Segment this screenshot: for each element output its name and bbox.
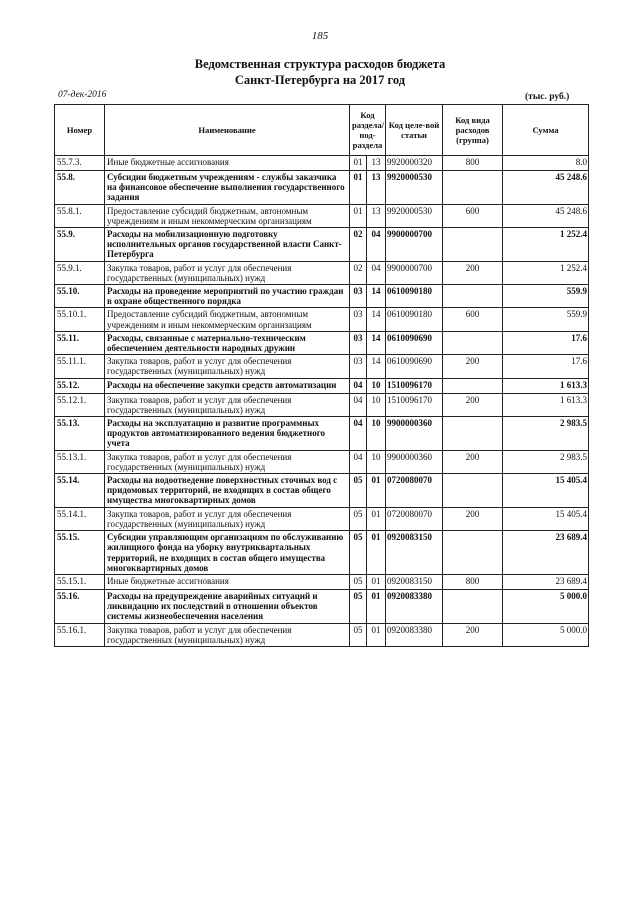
row-subsection: 14 [367, 285, 386, 308]
row-expense-group: 200 [443, 623, 503, 646]
row-amount: 1 613.3 [503, 393, 589, 416]
header-article: Код целе-вой статьи [386, 105, 443, 156]
row-number: 55.9. [55, 228, 105, 262]
row-expense-group [443, 531, 503, 575]
row-article: 0920083380 [386, 623, 443, 646]
row-number: 55.7.3. [55, 156, 105, 171]
row-amount: 1 613.3 [503, 378, 589, 393]
row-subsection: 01 [367, 589, 386, 623]
table-row [55, 574, 589, 589]
row-number: 55.12.1. [55, 393, 105, 416]
row-amount: 1 252.4 [503, 261, 589, 284]
row-subsection: 01 [367, 574, 386, 589]
row-number: 55.16. [55, 589, 105, 623]
row-subsection: 01 [367, 623, 386, 646]
row-name: Иные бюджетные ассигнования [105, 156, 350, 171]
row-article: 9900000700 [386, 261, 443, 284]
row-subsection: 13 [367, 171, 386, 205]
row-expense-group: 800 [443, 574, 503, 589]
row-article: 0610090690 [386, 355, 443, 378]
row-expense-group [443, 285, 503, 308]
row-subsection: 13 [367, 204, 386, 227]
row-number: 55.15. [55, 531, 105, 575]
row-number: 55.10.1. [55, 308, 105, 331]
row-name: Расходы на мобилизационную подготовку исполнительных органов государственной власти Санкт-Петербурга [105, 228, 350, 262]
row-expense-group: 200 [443, 507, 503, 530]
row-expense-group [443, 589, 503, 623]
table-row [55, 156, 589, 171]
row-article: 0720080070 [386, 474, 443, 508]
row-number: 55.14.1. [55, 507, 105, 530]
row-section: 01 [350, 156, 367, 171]
row-section: 04 [350, 393, 367, 416]
row-amount: 5 000.0 [503, 623, 589, 646]
row-name: Расходы, связанные с материально-техническим обеспечением деятельности народных дружин [105, 331, 350, 354]
row-amount: 17.6 [503, 331, 589, 354]
header-section: Код раздела/ под-раздела [350, 105, 386, 156]
header-expense-type: Код вида расходов (группа) [443, 105, 503, 156]
row-expense-group [443, 417, 503, 451]
table-row [55, 331, 589, 354]
row-name: Предоставление субсидий бюджетным, автономным учреждениям и иным некоммерческим организациям [105, 308, 350, 331]
row-name: Закупка товаров, работ и услуг для обеспечения государственных (муниципальных) нужд [105, 623, 350, 646]
row-amount: 23 689.4 [503, 531, 589, 575]
row-section: 05 [350, 589, 367, 623]
row-number: 55.9.1. [55, 261, 105, 284]
document-date: 07-дек-2016 [58, 90, 107, 100]
row-subsection: 04 [367, 228, 386, 262]
row-name: Расходы на водоотведение поверхностных сточных вод с придомовых территорий, не входящих в состав общего имущества многоквартирных домов [105, 474, 350, 508]
row-expense-group [443, 228, 503, 262]
row-name: Расходы на обеспечение закупки средств автоматизации [105, 378, 350, 393]
row-amount: 1 252.4 [503, 228, 589, 262]
row-section: 05 [350, 507, 367, 530]
row-name: Расходы на проведение мероприятий по участию граждан в охране общественного порядка [105, 285, 350, 308]
row-section: 05 [350, 623, 367, 646]
table-row [55, 204, 589, 227]
table-row [55, 474, 589, 508]
row-number: 55.13. [55, 417, 105, 451]
row-article: 0720080070 [386, 507, 443, 530]
row-section: 03 [350, 331, 367, 354]
row-expense-group: 600 [443, 204, 503, 227]
table-row [55, 355, 589, 378]
row-number: 55.16.1. [55, 623, 105, 646]
row-number: 55.10. [55, 285, 105, 308]
row-article: 9920000530 [386, 204, 443, 227]
row-subsection: 13 [367, 156, 386, 171]
row-section: 05 [350, 474, 367, 508]
row-section: 04 [350, 450, 367, 473]
header-amount: Сумма [503, 105, 589, 156]
row-section: 04 [350, 417, 367, 451]
row-number: 55.12. [55, 378, 105, 393]
row-article: 0610090690 [386, 331, 443, 354]
row-article: 0920083150 [386, 574, 443, 589]
title-line-1: Ведомственная структура расходов бюджета [194, 57, 446, 71]
row-article: 0920083150 [386, 531, 443, 575]
row-subsection: 14 [367, 355, 386, 378]
budget-table [54, 104, 589, 647]
row-amount: 2 983.5 [503, 450, 589, 473]
table-body [55, 156, 589, 647]
row-expense-group: 600 [443, 308, 503, 331]
row-section: 05 [350, 574, 367, 589]
row-subsection: 10 [367, 378, 386, 393]
row-name: Закупка товаров, работ и услуг для обеспечения государственных (муниципальных) нужд [105, 393, 350, 416]
row-subsection: 10 [367, 417, 386, 451]
table-row [55, 228, 589, 262]
row-amount: 15 405.4 [503, 507, 589, 530]
row-subsection: 14 [367, 308, 386, 331]
row-amount: 17.6 [503, 355, 589, 378]
row-number: 55.13.1. [55, 450, 105, 473]
row-section: 04 [350, 378, 367, 393]
table-row [55, 507, 589, 530]
table-row [55, 308, 589, 331]
row-number: 55.8.1. [55, 204, 105, 227]
row-number: 55.11. [55, 331, 105, 354]
row-amount: 559.9 [503, 308, 589, 331]
row-name: Субсидии управляющим организациям по обслуживанию жилищного фонда на уборку внутриквартальных территорий, не входящих в состав общего имущества многоквартирных домов [105, 531, 350, 575]
table-row [55, 171, 589, 205]
table-row [55, 378, 589, 393]
row-section: 02 [350, 228, 367, 262]
row-section: 03 [350, 355, 367, 378]
page-number: 185 [311, 30, 329, 42]
table-row [55, 623, 589, 646]
document-title [0, 56, 640, 88]
row-section: 05 [350, 531, 367, 575]
row-expense-group: 200 [443, 393, 503, 416]
row-amount: 8.0 [503, 156, 589, 171]
row-name: Закупка товаров, работ и услуг для обеспечения государственных (муниципальных) нужд [105, 355, 350, 378]
row-subsection: 01 [367, 474, 386, 508]
row-article: 9900000700 [386, 228, 443, 262]
table-row [55, 261, 589, 284]
row-subsection: 04 [367, 261, 386, 284]
units-label: (тыс. руб.) [525, 92, 570, 102]
row-amount: 15 405.4 [503, 474, 589, 508]
table-row [55, 589, 589, 623]
row-article: 9920000530 [386, 171, 443, 205]
row-subsection: 10 [367, 393, 386, 416]
row-name: Расходы на предупреждение аварийных ситуаций и ликвидацию их последствий в отношении объектов системы жизнеобеспечения населения [105, 589, 350, 623]
row-expense-group [443, 378, 503, 393]
row-expense-group [443, 331, 503, 354]
row-number: 55.14. [55, 474, 105, 508]
table-row [55, 417, 589, 451]
row-number: 55.8. [55, 171, 105, 205]
row-article: 9920000320 [386, 156, 443, 171]
header-name: Наименование [105, 105, 350, 156]
row-section: 02 [350, 261, 367, 284]
row-expense-group: 200 [443, 261, 503, 284]
row-article: 9900000360 [386, 450, 443, 473]
row-amount: 45 248.6 [503, 204, 589, 227]
row-number: 55.11.1. [55, 355, 105, 378]
row-section: 03 [350, 308, 367, 331]
row-number: 55.15.1. [55, 574, 105, 589]
row-name: Закупка товаров, работ и услуг для обеспечения государственных (муниципальных) нужд [105, 450, 350, 473]
header-number: Номер [55, 105, 105, 156]
row-section: 03 [350, 285, 367, 308]
row-amount: 2 983.5 [503, 417, 589, 451]
row-amount: 559.9 [503, 285, 589, 308]
row-expense-group: 200 [443, 450, 503, 473]
row-section: 01 [350, 171, 367, 205]
row-expense-group [443, 474, 503, 508]
row-subsection: 10 [367, 450, 386, 473]
title-line-2: Санкт-Петербурга на 2017 год [234, 73, 406, 87]
row-expense-group [443, 171, 503, 205]
table-row [55, 393, 589, 416]
row-expense-group: 800 [443, 156, 503, 171]
row-article: 0920083380 [386, 589, 443, 623]
row-expense-group: 200 [443, 355, 503, 378]
row-subsection: 01 [367, 507, 386, 530]
row-article: 1510096170 [386, 378, 443, 393]
row-name: Иные бюджетные ассигнования [105, 574, 350, 589]
table-row [55, 450, 589, 473]
row-amount: 5 000.0 [503, 589, 589, 623]
table-row [55, 285, 589, 308]
row-name: Предоставление субсидий бюджетным, автономным учреждениям и иным некоммерческим организациям [105, 204, 350, 227]
row-subsection: 01 [367, 531, 386, 575]
row-article: 0610090180 [386, 308, 443, 331]
row-subsection: 14 [367, 331, 386, 354]
row-name: Закупка товаров, работ и услуг для обеспечения государственных (муниципальных) нужд [105, 261, 350, 284]
row-amount: 45 248.6 [503, 171, 589, 205]
table-row [55, 531, 589, 575]
row-name: Субсидии бюджетным учреждениям - службы заказчика на финансовое обеспечение выполнения государственного задания [105, 171, 350, 205]
row-section: 01 [350, 204, 367, 227]
row-amount: 23 689.4 [503, 574, 589, 589]
row-article: 9900000360 [386, 417, 443, 451]
table-header-row [55, 105, 589, 156]
row-name: Расходы на эксплуатацию и развитие программных продуктов автоматизированного ведения бюджетного учета [105, 417, 350, 451]
row-name: Закупка товаров, работ и услуг для обеспечения государственных (муниципальных) нужд [105, 507, 350, 530]
row-article: 0610090180 [386, 285, 443, 308]
row-article: 1510096170 [386, 393, 443, 416]
